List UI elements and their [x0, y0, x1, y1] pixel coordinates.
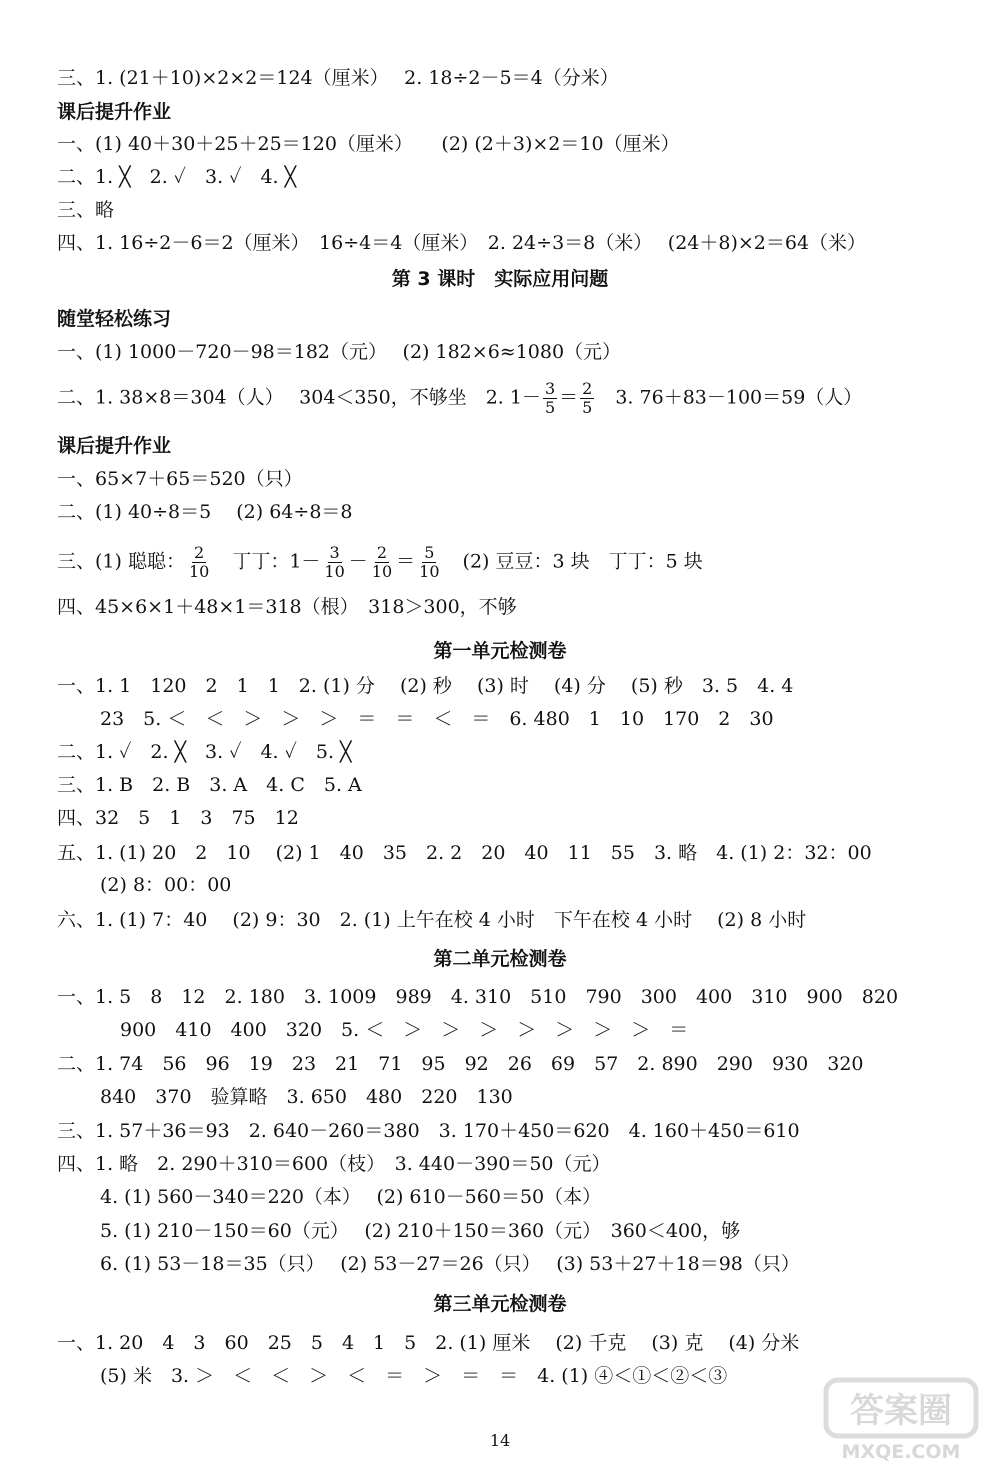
fraction — [370, 544, 394, 581]
answer-line: 一、1. 5 8 12 2. 180 3. 1009 989 4. 310 510 790 300 400 310 900 820 — [57, 986, 899, 1008]
fraction-numerator: 2 — [376, 543, 388, 562]
answer-line: 23 5. ＜ ＜ ＞ ＞ ＞ ＝ ＝ ＜ ＝ 6. 480 1 10 170 2 30 — [100, 708, 774, 730]
page-number: 14 — [489, 1431, 511, 1450]
answer-line: 5. (1) 210－150＝60（元） (2) 210＋150＝360（元） 360＜400，够 — [100, 1220, 741, 1242]
fraction — [187, 544, 211, 581]
fraction — [322, 544, 346, 581]
answer-line: 4. (1) 560－340＝220（本） (2) 610－560＝50（本） — [100, 1186, 602, 1208]
answer-line: 二、1. ╳ 2. ✓ 3. ✓ 4. ╳ — [57, 166, 297, 188]
answer-line: 6. (1) 53－18＝35（只） (2) 53－27＝26（只） (3) 53＋27＋18＝98（只） — [100, 1253, 800, 1275]
watermark-logo — [818, 1374, 988, 1464]
answer-line: 三、1. 57＋36＝93 2. 640－260＝380 3. 170＋450＝620 4. 160＋450＝610 — [57, 1120, 800, 1142]
answer-line: 三、1. B 2. B 3. A 4. C 5. A — [57, 774, 362, 796]
answer-line: 四、1. 略 2. 290＋310＝600（枝） 3. 440－390＝50（元） — [57, 1153, 611, 1175]
answer-line: 一、65×7＋65＝520（只） — [57, 468, 303, 490]
answer-line-with-fractions — [57, 380, 862, 417]
fraction-numerator: 3 — [544, 379, 556, 398]
fraction-numerator: 2 — [194, 543, 205, 562]
unit-test-title: 第一单元检测卷 — [433, 640, 567, 662]
text-segment: (2) 豆豆：3 块 丁丁：5 块 — [443, 550, 703, 573]
answer-line: 一、1. 1 120 2 1 1 2. (1) 分 (2) 秒 (3) 时 (4) 分 (5) 秒 3. 5 4. 4 — [57, 675, 794, 697]
answer-line-with-fractions — [57, 544, 703, 581]
answer-line: 四、45×6×1＋48×1＝318（根） 318＞300，不够 — [57, 596, 517, 618]
fraction — [580, 380, 594, 417]
watermark-title: 答案圈 — [850, 1391, 952, 1431]
section-heading: 课后提升作业 — [57, 435, 172, 457]
answer-line: (2) 8：00：00 — [100, 874, 232, 896]
fraction-denominator: 10 — [419, 562, 440, 581]
answer-line: 一、(1) 40＋30＋25＋25＝120（厘米） (2) (2＋3)×2＝10（厘米） — [57, 133, 680, 155]
unit-test-title: 第三单元检测卷 — [433, 1293, 567, 1315]
answer-line: 二、1. ✓ 2. ╳ 3. ✓ 4. ✓ 5. ╳ — [57, 741, 352, 763]
text-segment: 丁丁：1－ — [213, 550, 321, 573]
answer-line: 二、1. 74 56 96 19 23 21 71 95 92 26 69 57 2. 890 290 930 320 — [57, 1053, 864, 1075]
fraction-denominator: 5 — [544, 398, 556, 417]
answer-line: (5) 米 3. ＞ ＜ ＜ ＞ ＜ ＝ ＞ ＝ ＝ 4. (1) ④＜①＜②＜③ — [100, 1365, 728, 1387]
fraction-denominator: 5 — [582, 398, 593, 417]
text-segment: ＝ — [396, 550, 416, 573]
answer-line: 一、(1) 1000－720－98＝182（元） (2) 182×6≈1080（元） — [57, 341, 622, 363]
answer-line: 四、1. 16÷2－6＝2（厘米） 16÷4＝4（厘米） 2. 24÷3＝8（米） (24＋8)×2＝64（米） — [57, 232, 867, 254]
text-segment: 二、1. 38×8＝304（人） 304＜350，不够坐 2. 1－ — [57, 386, 541, 409]
lesson-title: 第 3 课时 实际应用问题 — [391, 268, 609, 290]
text-segment: ＝ — [559, 386, 579, 409]
fraction-numerator: 5 — [424, 543, 435, 562]
answer-line: 二、(1) 40÷8＝5 (2) 64÷8＝8 — [57, 501, 353, 523]
answer-line: 三、1. (21＋10)×2×2＝124（厘米） 2. 18÷2－5＝4（分米） — [57, 67, 619, 89]
watermark-url: MXQE.COM — [841, 1441, 961, 1463]
answer-line: 一、1. 20 4 3 60 25 5 4 1 5 2. (1) 厘米 (2) 千克 (3) 克 (4) 分米 — [57, 1332, 800, 1354]
answer-line: 六、1. (1) 7：40 (2) 9：30 2. (1) 上午在校 4 小时 下午在校 4 小时 (2) 8 小时 — [57, 909, 807, 931]
text-segment: － — [348, 550, 368, 573]
answer-line: 四、32 5 1 3 75 12 — [57, 807, 299, 829]
text-segment: 3. 76＋83－100＝59（人） — [596, 386, 863, 409]
fraction-denominator: 10 — [188, 562, 210, 581]
fraction-denominator: 10 — [371, 562, 393, 581]
answer-line: 三、略 — [57, 199, 115, 221]
unit-test-title: 第二单元检测卷 — [433, 948, 567, 970]
fraction — [417, 544, 441, 581]
text-segment: 三、(1) 聪聪： — [57, 550, 185, 573]
answer-line: 五、1. (1) 20 2 10 (2) 1 40 35 2. 2 20 40 11 55 3. 略 4. (1) 2：32：00 — [57, 842, 872, 864]
section-heading: 随堂轻松练习 — [57, 308, 172, 330]
section-heading: 课后提升作业 — [57, 101, 172, 123]
answer-line: 840 370 验算略 3. 650 480 220 130 — [100, 1086, 513, 1108]
fraction-denominator: 10 — [324, 562, 345, 581]
fraction-numerator: 3 — [329, 543, 340, 562]
fraction-numerator: 2 — [582, 379, 593, 398]
fraction — [543, 380, 557, 417]
answer-line: 900 410 400 320 5. ＜ ＞ ＞ ＞ ＞ ＞ ＞ ＞ ＝ — [120, 1019, 689, 1041]
